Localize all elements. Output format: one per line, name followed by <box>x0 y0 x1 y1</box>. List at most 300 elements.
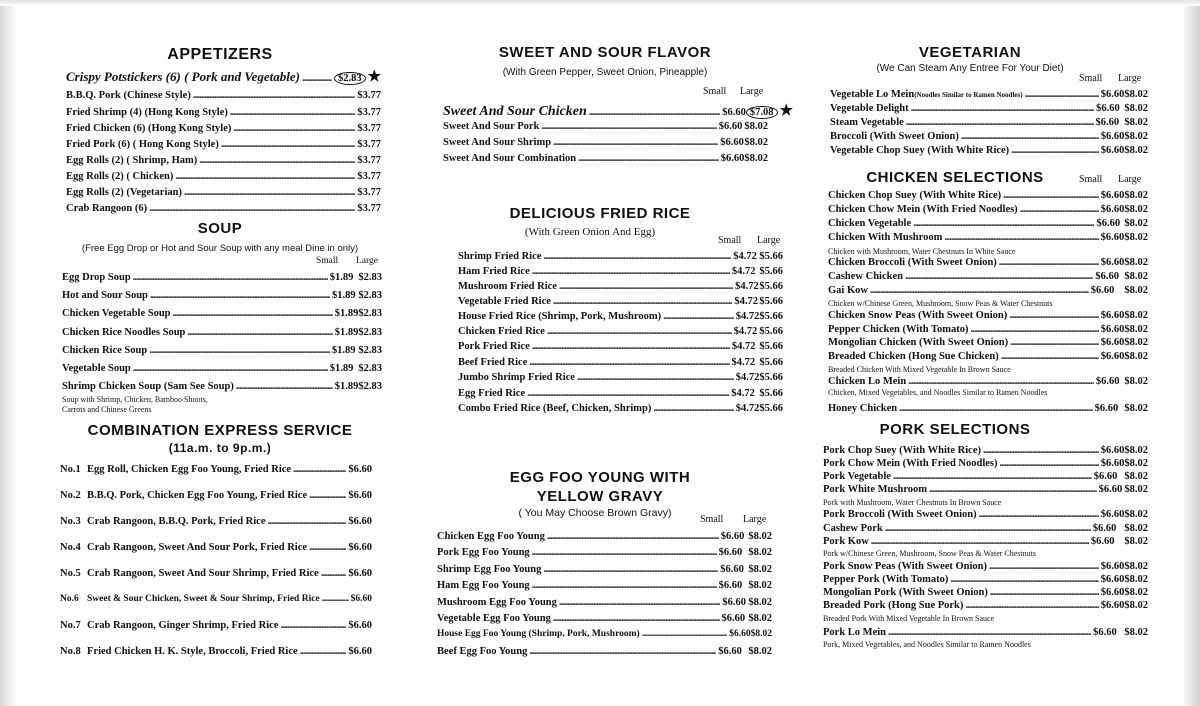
friedrice-item <box>458 311 783 322</box>
price-large: $8.02 <box>1124 471 1148 482</box>
vegetarian-item <box>830 145 1148 156</box>
item-note: Soup with Shrimp, Chicken, Bamboo Shoots, <box>62 395 208 404</box>
eggfoo-item <box>437 547 772 558</box>
item-name: House Fried Rice (Shrimp, Pork, Mushroom) <box>458 311 662 322</box>
item-name: Combo Fried Rice (Beef, Chicken, Shrimp) <box>458 403 652 414</box>
sweetsour-item <box>443 137 768 148</box>
item-name: Honey Chicken <box>828 403 898 414</box>
item-name: Breaded Chicken (Hong Sue Chicken) <box>828 351 999 362</box>
eggfoo-title-line2: YELLOW GRAVY <box>536 488 664 505</box>
star-icon: ★ <box>367 69 382 85</box>
page-edge-top <box>0 0 1200 6</box>
soup-item <box>62 290 382 301</box>
chicken-small-label: Small <box>1079 174 1103 185</box>
eggfoo-large-label: Large <box>743 514 767 525</box>
price-large: $5.66 <box>759 296 783 307</box>
chicken-large-label: Large <box>1118 174 1142 185</box>
eggfoo-item <box>437 580 772 591</box>
combo-title: COMBINATION EXPRESS SERVICE <box>87 422 353 439</box>
item-note: Breaded Chicken With Mixed Vegetable In Brown Sauce <box>828 365 1011 374</box>
item-name: Mushroom Egg Foo Young <box>437 597 557 608</box>
sweetsour-subtitle: (With Green Pepper, Sweet Onion, Pineapple) <box>502 67 708 78</box>
item-price: $6.60 <box>348 620 372 631</box>
item-name: Fried Chicken H. K. Style, Broccoli, Fried Rice <box>87 646 298 657</box>
soup-item <box>62 308 382 319</box>
combo-number: No.7 <box>60 620 81 631</box>
price-small: $6.60 <box>1098 484 1123 495</box>
price-small: $6.60 <box>720 137 744 148</box>
price-small: $6.60 <box>721 613 746 624</box>
price-small: $4.72 <box>731 341 756 352</box>
price-small: $6.60 <box>720 531 745 542</box>
price-small: $1.89 <box>331 345 356 356</box>
price-large: $7.08 <box>746 106 778 119</box>
price-large: $5.66 <box>759 341 783 352</box>
item-name: Breaded Pork (Hong Sue Pork) <box>823 600 964 611</box>
price-large: $8.02 <box>744 121 768 132</box>
item-name: Crab Rangoon, B.B.Q. Pork, Fried Rice <box>87 516 266 527</box>
combo-number: No.3 <box>60 516 81 527</box>
price-large: $8.02 <box>1124 145 1148 156</box>
item-name: Egg Rolls (2) ( Chicken) <box>66 171 174 182</box>
price-large: $8.02 <box>744 153 768 164</box>
eggfoo-subtitle: ( You May Choose Brown Gravy) <box>518 507 672 519</box>
price-large: $8.02 <box>1124 509 1148 520</box>
pork-item <box>823 600 1148 611</box>
pork-item <box>823 445 1148 456</box>
combo-item <box>60 646 372 657</box>
item-name: Chicken Rice Soup <box>62 345 148 356</box>
price-small: $4.72 <box>731 266 756 277</box>
chicken-item <box>828 403 1148 414</box>
soup-item <box>62 381 382 392</box>
price-small: $6.60 <box>720 564 744 575</box>
price-large: $8.02 <box>748 564 772 575</box>
price-small: $1.89 <box>331 290 356 301</box>
price-small: $6.60 <box>1090 536 1115 547</box>
sweetsour-small-label: Small <box>703 86 727 97</box>
item-name: Chicken Chop Suey (With White Rice) <box>828 190 1002 201</box>
price-small: $4.72 <box>735 311 760 322</box>
price-large: $8.02 <box>1124 257 1148 268</box>
item-name: Chicken Vegetable <box>828 218 912 229</box>
appetizer-item <box>66 67 406 86</box>
soup-large-label: Large <box>356 256 378 266</box>
item-name: Shrimp Fried Rice <box>458 251 542 262</box>
price-large: $2.83 <box>358 308 382 319</box>
item-name: Sweet And Sour Combination <box>443 153 577 164</box>
eggfoo-item <box>437 613 772 624</box>
chicken-item <box>828 190 1148 201</box>
item-name: Sweet & Sour Chicken, Sweet & Sour Shrimp, Fried Rice <box>87 594 320 604</box>
pork-item <box>823 627 1148 638</box>
combo-number: No.4 <box>60 542 81 553</box>
price-small: $1.89 <box>334 381 359 392</box>
price-large: $8.02 <box>1124 324 1148 335</box>
price-large: $2.83 <box>358 381 382 392</box>
eggfoo-item <box>437 629 772 639</box>
item-name: Chicken Chow Mein (With Fried Noodles) <box>828 204 1018 215</box>
price-small: $6.60 <box>1093 471 1118 482</box>
item-name: Pork Snow Peas (With Sweet Onion) <box>823 561 988 572</box>
price-large: $5.66 <box>759 372 783 383</box>
chicken-title: CHICKEN SELECTIONS <box>866 169 1044 186</box>
item-name: Crispy Potstickers (6) ( Pork and Vegetable) <box>66 69 300 84</box>
price-large: $8.02 <box>1124 561 1148 572</box>
price-small: $6.60 <box>1100 145 1125 156</box>
item-name: Vegetable Chop Suey (With White Rice) <box>830 145 1010 156</box>
soup-item <box>62 272 382 283</box>
combo-item <box>60 594 372 604</box>
pork-item <box>823 523 1148 534</box>
item-name: Sweet And Sour Shrimp <box>443 137 552 148</box>
price-small: $6.60 <box>1100 458 1125 469</box>
item-name: Broccoli (With Sweet Onion) <box>830 131 959 142</box>
friedrice-subtitle: (With Green Onion And Egg) <box>524 226 656 238</box>
soup-item <box>62 363 382 374</box>
price-large: $5.66 <box>759 357 783 368</box>
item-name: Vegetable Lo Mein <box>830 89 915 100</box>
price-small: $4.72 <box>731 357 756 368</box>
combo-item <box>60 464 372 475</box>
price-large: $8.02 <box>1124 574 1148 585</box>
price-small: $4.72 <box>734 296 759 307</box>
item-name: Vegetable Egg Foo Young <box>437 613 551 624</box>
item-name: Chicken Vegetable Soup <box>62 308 171 319</box>
friedrice-small-label: Small <box>718 235 742 246</box>
soup-title: SOUP <box>197 220 243 237</box>
item-note: Breaded Pork With Mixed Vegetable In Brown Sauce <box>823 614 995 623</box>
item-name: Ham Egg Foo Young <box>437 580 530 591</box>
combo-item <box>60 542 372 553</box>
price-large: $8.02 <box>748 580 772 591</box>
sweetsour-title: SWEET AND SOUR FLAVOR <box>498 44 712 61</box>
price-small: $6.60 <box>1100 587 1125 598</box>
chicken-item <box>828 324 1148 335</box>
item-price: $3.77 <box>357 107 381 118</box>
item-name: Pork Chow Mein (With Fried Noodles) <box>823 458 998 469</box>
price-small: $6.60 <box>1100 190 1125 201</box>
page-edge-right <box>1182 0 1200 706</box>
chicken-item <box>828 232 1148 243</box>
price-small: $6.60 <box>1095 376 1120 387</box>
item-name: Pork Lo Mein <box>823 627 886 638</box>
price-small: $6.60 <box>1095 117 1120 128</box>
price-small: $6.60 <box>720 153 745 164</box>
item-price: $6.60 <box>348 646 372 657</box>
price-small: $6.60 <box>1096 218 1121 229</box>
price-small: $6.60 <box>1100 204 1125 215</box>
price-small: $6.60 <box>722 597 746 608</box>
price-large: $2.83 <box>358 345 382 356</box>
item-name: Chicken With Mushroom <box>828 232 943 243</box>
friedrice-large-label: Large <box>757 235 781 246</box>
price-large: $5.66 <box>759 403 783 414</box>
friedrice-item <box>458 388 783 399</box>
item-name: Mushroom Fried Rice <box>458 281 557 292</box>
item-name: Egg Drop Soup <box>62 272 131 283</box>
eggfoo-item <box>437 564 772 575</box>
item-price: $3.77 <box>357 203 381 214</box>
item-note: Carrots and Chinese Greens <box>62 405 152 414</box>
combo-number: No.5 <box>60 568 81 579</box>
price-large: $8.02 <box>750 629 772 639</box>
item-note: (Noodles Similar to Ramen Noodles) <box>914 91 1023 99</box>
price-small: $6.60 <box>1100 337 1125 348</box>
combo-item <box>60 516 372 527</box>
combo-number: No.6 <box>60 594 79 604</box>
vegetarian-small-label: Small <box>1079 73 1103 84</box>
sweetsour-item <box>443 101 793 120</box>
item-name: Sweet And Sour Pork <box>443 121 540 132</box>
item-name: Pepper Chicken (With Tomato) <box>828 324 969 335</box>
price-small: $6.60 <box>1100 445 1125 456</box>
pork-item <box>823 471 1148 482</box>
friedrice-item <box>458 357 783 368</box>
price-large: $5.66 <box>759 266 783 277</box>
price-small: $6.60 <box>1094 403 1119 414</box>
price-large: $8.02 <box>1124 484 1148 495</box>
item-name: House Egg Foo Young (Shrimp, Pork, Mushroom) <box>437 629 640 639</box>
pork-item <box>823 458 1148 469</box>
star-icon: ★ <box>779 103 793 119</box>
combo-item <box>60 568 372 579</box>
vegetarian-item <box>830 131 1148 142</box>
appetizer-item <box>66 90 381 101</box>
price-large: $8.02 <box>1124 445 1148 456</box>
appetizer-item <box>66 203 381 214</box>
price-large: $8.02 <box>1124 310 1148 321</box>
price-large: $8.02 <box>1124 190 1148 201</box>
price-small: $6.60 <box>1100 351 1125 362</box>
price-large: $2.83 <box>358 363 382 374</box>
price-large: $8.02 <box>1124 285 1148 296</box>
price-small: $6.60 <box>1092 523 1117 534</box>
item-name: Crab Rangoon (6) <box>66 203 148 214</box>
pork-item <box>823 536 1148 547</box>
price-small: $6.60 <box>1100 600 1125 611</box>
price-large: $5.66 <box>759 281 783 292</box>
chicken-item <box>828 337 1148 348</box>
price-small: $6.60 <box>718 646 742 657</box>
price-large: $8.02 <box>748 646 772 657</box>
item-name: Pork Vegetable <box>823 471 891 482</box>
price-small: $1.89 <box>329 363 354 374</box>
combo-number: No.8 <box>60 646 81 657</box>
friedrice-item <box>458 296 783 307</box>
price-small: $6.60 <box>1100 310 1125 321</box>
item-price: $2.83 <box>334 72 366 85</box>
item-note: Chicken, Mixed Vegetables, and Noodles Similar to Ramen Noodles <box>828 388 1048 397</box>
combo-subtitle: (11a.m. to 9p.m.) <box>168 441 272 455</box>
price-small: $4.72 <box>731 388 755 399</box>
price-small: $6.60 <box>718 121 743 132</box>
chicken-item <box>828 285 1148 296</box>
item-name: Sweet And Sour Chicken <box>443 104 587 119</box>
price-large: $8.02 <box>1124 337 1148 348</box>
appetizer-item <box>66 107 381 118</box>
price-small: $6.60 <box>1100 509 1125 520</box>
item-name: Beef Egg Foo Young <box>437 646 528 657</box>
pork-item <box>823 587 1148 598</box>
price-large: $8.02 <box>1124 536 1148 547</box>
item-price: $6.60 <box>348 464 372 475</box>
friedrice-item <box>458 403 783 414</box>
price-small: $6.60 <box>1100 257 1125 268</box>
item-name: Egg Rolls (2) (Vegetarian) <box>66 187 182 198</box>
price-large: $8.02 <box>1124 600 1148 611</box>
combo-item <box>60 490 372 501</box>
price-small: $4.72 <box>735 403 760 414</box>
item-price: $3.77 <box>357 187 381 198</box>
item-price: $6.60 <box>348 542 372 553</box>
price-large: $8.02 <box>1124 351 1148 362</box>
item-price: $3.77 <box>357 123 381 134</box>
price-large: $5.66 <box>759 326 783 337</box>
soup-item <box>62 345 382 356</box>
item-name: Vegetable Delight <box>830 103 909 114</box>
price-small: $6.60 <box>718 580 743 591</box>
price-small: $6.60 <box>1096 103 1120 114</box>
price-small: $6.60 <box>1100 89 1125 100</box>
price-small: $6.60 <box>1100 561 1125 572</box>
price-small: $6.60 <box>1100 131 1125 142</box>
price-small: $1.89 <box>334 308 359 319</box>
price-large: $2.83 <box>358 327 382 338</box>
item-name: Beef Fried Rice <box>458 357 528 368</box>
price-small: $1.89 <box>329 272 354 283</box>
combo-item <box>60 620 372 631</box>
chicken-item <box>828 218 1148 229</box>
item-name: Pork Egg Foo Young <box>437 547 530 558</box>
price-small: $6.60 <box>1100 574 1125 585</box>
item-name: Fried Shrimp (4) (Hong Kong Style) <box>66 107 228 118</box>
price-large: $8.02 <box>748 531 772 542</box>
price-small: $1.89 <box>334 327 359 338</box>
price-large: $8.02 <box>748 547 772 558</box>
price-small: $4.72 <box>733 326 758 337</box>
sweetsour-item <box>443 121 768 132</box>
item-name: Crab Rangoon, Sweet And Sour Shrimp, Fried Rice <box>87 568 319 579</box>
item-name: Jumbo Shrimp Fried Rice <box>458 372 575 383</box>
eggfoo-item <box>437 646 772 657</box>
price-large: $8.02 <box>1124 103 1148 114</box>
pork-item <box>823 574 1148 585</box>
price-small: $4.72 <box>735 372 760 383</box>
friedrice-item <box>458 326 783 337</box>
item-name: Egg Roll, Chicken Egg Foo Young, Fried Rice <box>87 464 292 475</box>
combo-number: No.2 <box>60 490 81 501</box>
vegetarian-title: VEGETARIAN <box>918 44 1022 61</box>
item-name: Pork Broccoli (With Sweet Onion) <box>823 509 977 520</box>
price-large: $8.02 <box>1124 204 1148 215</box>
price-large: $5.66 <box>759 251 783 262</box>
chicken-item <box>828 271 1148 282</box>
appetizer-item <box>66 155 381 166</box>
price-small: $6.60 <box>1100 232 1125 243</box>
price-large: $8.02 <box>1124 376 1148 387</box>
sweetsour-item <box>443 153 768 164</box>
item-name: Vegetable Fried Rice <box>458 296 551 307</box>
item-name: Pork Fried Rice <box>458 341 530 352</box>
item-name: Chicken Egg Foo Young <box>437 531 545 542</box>
pork-item <box>823 509 1148 520</box>
eggfoo-small-label: Small <box>700 514 724 525</box>
vegetarian-item <box>830 117 1148 128</box>
appetizers-title: APPETIZERS <box>167 46 273 63</box>
item-name: Cashew Pork <box>823 523 883 534</box>
soup-item <box>62 327 382 338</box>
item-note: Pork w/Chinese Green, Mushroom, Snow Peas & Water Chestnuts <box>823 549 1036 558</box>
item-name: Steam Vegetable <box>830 117 904 128</box>
price-small: $6.60 <box>1095 271 1120 282</box>
price-large: $8.02 <box>1124 232 1148 243</box>
item-name: Shrimp Chicken Soup (Sam See Soup) <box>62 381 234 392</box>
item-name: Shrimp Egg Foo Young <box>437 564 542 575</box>
item-name: Cashew Chicken <box>828 271 903 282</box>
item-name: Fried Chicken (6) (Hong Kong Style) <box>66 123 232 134</box>
price-small: $6.60 <box>722 107 746 118</box>
item-name: Chicken Rice Noodles Soup <box>62 327 186 338</box>
vegetarian-item <box>830 89 1148 100</box>
price-large: $8.02 <box>1124 131 1148 142</box>
friedrice-item <box>458 281 783 292</box>
item-note: Chicken w/Chinese Green, Mushroom, Snow Peas & Water Chestnuts <box>828 299 1053 308</box>
item-name: Gai Kow <box>828 285 868 296</box>
price-large: $8.02 <box>1124 523 1148 534</box>
chicken-item <box>828 204 1148 215</box>
item-price: $3.77 <box>357 155 381 166</box>
item-note: Chicken with Mushroom, Water Chestnuts In White Sauce <box>828 247 1016 256</box>
item-price: $6.60 <box>350 594 372 604</box>
vegetarian-subtitle: (We Can Steam Any Entree For Your Diet) <box>876 63 1064 74</box>
soup-small-label: Small <box>316 256 339 266</box>
item-price: $6.60 <box>348 490 372 501</box>
item-name: B.B.Q. Pork (Chinese Style) <box>66 90 191 101</box>
item-name: Chicken Lo Mein <box>828 376 907 387</box>
item-name: Egg Fried Rice <box>458 388 526 399</box>
item-price: $6.60 <box>348 516 372 527</box>
item-name: Ham Fried Rice <box>458 266 530 277</box>
appetizer-item <box>66 171 381 182</box>
item-name: Vegetable Soup <box>62 363 131 374</box>
item-price: $6.60 <box>348 568 372 579</box>
chicken-item <box>828 376 1148 387</box>
eggfoo-title-line1: EGG FOO YOUNG WITH <box>509 469 691 486</box>
item-name: B.B.Q. Pork, Chicken Egg Foo Young, Fried Rice <box>87 490 308 501</box>
price-small: $6.60 <box>718 547 743 558</box>
chicken-item <box>828 351 1148 362</box>
price-small: $4.72 <box>735 281 759 292</box>
price-large: $5.66 <box>759 311 783 322</box>
pork-title: PORK SELECTIONS <box>879 421 1031 438</box>
item-note: Pork with Mushroom, Water Chestnuts In Brown Sauce <box>823 498 1002 507</box>
friedrice-item <box>458 372 783 383</box>
price-large: $8.02 <box>748 597 772 608</box>
item-price: $3.77 <box>357 139 381 150</box>
soup-subtitle: (Free Egg Drop or Hot and Sour Soup with any meal Dine in only) <box>81 243 359 254</box>
item-name: Egg Rolls (2) ( Shrimp, Ham) <box>66 155 198 166</box>
item-price: $3.77 <box>357 171 381 182</box>
chicken-item <box>828 310 1148 321</box>
eggfoo-item <box>437 597 772 608</box>
price-small: $6.60 <box>1093 627 1117 638</box>
price-small: $6.60 <box>729 629 751 639</box>
price-small: $6.60 <box>1100 324 1125 335</box>
price-large: $2.83 <box>358 290 382 301</box>
price-large: $5.66 <box>759 388 783 399</box>
price-large: $8.02 <box>748 613 772 624</box>
